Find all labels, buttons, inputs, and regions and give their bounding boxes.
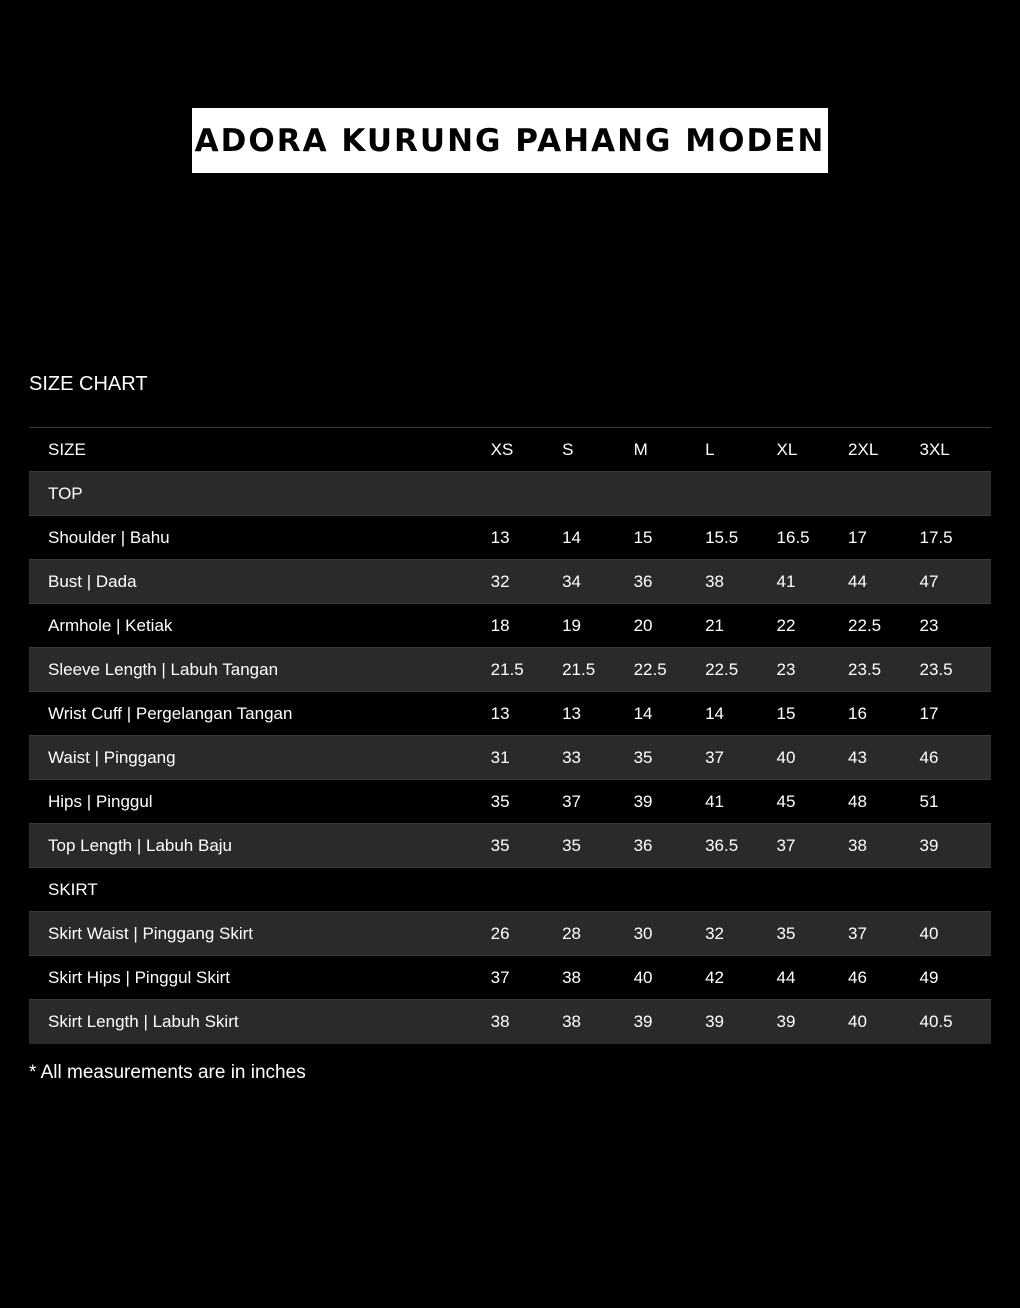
header-size-m: M [633, 439, 648, 459]
title-banner [192, 108, 828, 173]
header-size-l: L [705, 439, 715, 459]
size-chart-table [29, 427, 991, 1044]
section-row [29, 472, 991, 516]
measurement-cell: 38 [705, 571, 724, 591]
measurement-cell: 14 [562, 527, 582, 547]
measurement-cell: 13 [490, 703, 510, 723]
measurement-cell: 17.5 [919, 527, 953, 547]
section-label: TOP [48, 483, 83, 503]
measurement-cell: 47 [919, 571, 939, 591]
measurement-cell: 41 [776, 571, 796, 591]
table-row [29, 1000, 991, 1044]
measurement-cell: 32 [705, 923, 724, 943]
measurement-cell: 23.5 [919, 659, 953, 679]
measurement-cell: 17 [919, 703, 939, 723]
header-size-2xl: 2XL [848, 439, 879, 459]
measurement-cell: 22.5 [848, 615, 882, 635]
measurement-cell: 40 [633, 967, 653, 987]
measurement-cell: 20 [633, 615, 653, 635]
measurement-cell: 40.5 [919, 1012, 953, 1031]
measurement-cell: 14 [633, 703, 653, 723]
measurement-cell: 32 [490, 571, 510, 591]
table-row [29, 912, 991, 956]
measurement-cell: 38 [490, 1012, 510, 1031]
measurement-cell: 37 [848, 923, 867, 943]
header-size-label: SIZE [48, 439, 86, 459]
table-row [29, 736, 991, 780]
measurement-cell: 28 [562, 923, 582, 943]
row-label: Skirt Length | Labuh Skirt [48, 1012, 239, 1031]
measurement-cell: 36 [633, 835, 653, 855]
measurement-cell: 39 [705, 1012, 724, 1031]
measurement-cell: 49 [919, 967, 939, 987]
measurement-cell: 43 [848, 747, 867, 767]
measurement-cell: 39 [633, 791, 653, 811]
measurement-cell: 19 [562, 615, 582, 635]
measurement-cell: 23 [776, 659, 796, 679]
header-size-s: S [562, 439, 574, 459]
measurement-cell: 35 [776, 923, 796, 943]
row-label: Shoulder | Bahu [48, 527, 170, 547]
measurement-cell: 16.5 [776, 527, 810, 547]
measurement-cell: 45 [776, 791, 796, 811]
measurement-cell: 14 [705, 703, 724, 723]
measurement-cell: 41 [705, 791, 724, 811]
table-row [29, 692, 991, 736]
measurement-cell: 39 [776, 1012, 796, 1031]
measurement-cell: 13 [490, 527, 510, 547]
measurement-cell: 40 [776, 747, 796, 767]
measurement-cell: 13 [562, 703, 582, 723]
table-row [29, 780, 991, 824]
measurement-cell: 44 [776, 967, 796, 987]
measurement-cell: 37 [490, 967, 510, 987]
measurement-cell: 16 [848, 703, 867, 723]
measurement-cell: 35 [490, 835, 510, 855]
measurement-cell: 23 [919, 615, 939, 635]
measurement-cell: 35 [490, 791, 510, 811]
table-row [29, 648, 991, 692]
table-row [29, 604, 991, 648]
table-row [29, 824, 991, 868]
table-row [29, 516, 991, 560]
measurement-cell: 23.5 [848, 659, 882, 679]
measurement-cell: 33 [562, 747, 582, 767]
measurement-footnote: * All measurements are in inches [29, 1062, 306, 1083]
row-label: Waist | Pinggang [48, 747, 176, 767]
measurement-cell: 40 [919, 923, 939, 943]
table-row [29, 560, 991, 604]
measurement-cell: 44 [848, 571, 867, 591]
row-label: Wrist Cuff | Pergelangan Tangan [48, 703, 293, 723]
measurement-cell: 40 [848, 1012, 867, 1031]
measurement-cell: 48 [848, 791, 867, 811]
measurement-cell: 15.5 [705, 527, 739, 547]
measurement-cell: 46 [848, 967, 867, 987]
section-row [29, 868, 991, 912]
table-row [29, 956, 991, 1000]
measurement-cell: 39 [633, 1012, 653, 1031]
measurement-cell: 30 [633, 923, 653, 943]
measurement-cell: 22.5 [633, 659, 667, 679]
measurement-cell: 34 [562, 571, 582, 591]
measurement-cell: 42 [705, 967, 724, 987]
measurement-cell: 22 [776, 615, 796, 635]
row-label: Top Length | Labuh Baju [48, 835, 233, 855]
measurement-cell: 21 [705, 615, 724, 635]
measurement-cell: 37 [705, 747, 724, 767]
measurement-cell: 38 [848, 835, 867, 855]
row-label: Bust | Dada [48, 571, 137, 591]
row-label: Skirt Waist | Pinggang Skirt [48, 923, 254, 943]
page-title: ADORA KURUNG PAHANG MODEN [194, 122, 826, 159]
measurement-cell: 31 [490, 747, 510, 767]
section-label: SKIRT [48, 879, 98, 899]
measurement-cell: 35 [562, 835, 582, 855]
row-label: Skirt Hips | Pinggul Skirt [48, 967, 231, 987]
measurement-cell: 18 [490, 615, 510, 635]
row-label: Hips | Pinggul [48, 791, 153, 811]
measurement-cell: 51 [919, 791, 939, 811]
header-size-3xl: 3XL [919, 439, 950, 459]
measurement-cell: 36 [633, 571, 653, 591]
section-heading: SIZE CHART [29, 373, 148, 395]
measurement-cell: 38 [562, 1012, 582, 1031]
measurement-cell: 15 [776, 703, 796, 723]
measurement-cell: 35 [633, 747, 653, 767]
header-size-xs: XS [490, 439, 514, 459]
measurement-cell: 36.5 [705, 835, 739, 855]
measurement-cell: 22.5 [705, 659, 739, 679]
measurement-cell: 15 [633, 527, 653, 547]
measurement-cell: 37 [562, 791, 582, 811]
measurement-cell: 37 [776, 835, 796, 855]
measurement-cell: 21.5 [562, 659, 596, 679]
measurement-cell: 17 [848, 527, 867, 547]
measurement-cell: 39 [919, 835, 939, 855]
measurement-cell: 46 [919, 747, 939, 767]
row-label: Sleeve Length | Labuh Tangan [48, 659, 279, 679]
measurement-cell: 21.5 [490, 659, 524, 679]
table-header-row [29, 428, 991, 472]
row-label: Armhole | Ketiak [48, 615, 173, 635]
header-size-xl: XL [776, 439, 798, 459]
measurement-cell: 38 [562, 967, 582, 987]
measurement-cell: 26 [490, 923, 510, 943]
